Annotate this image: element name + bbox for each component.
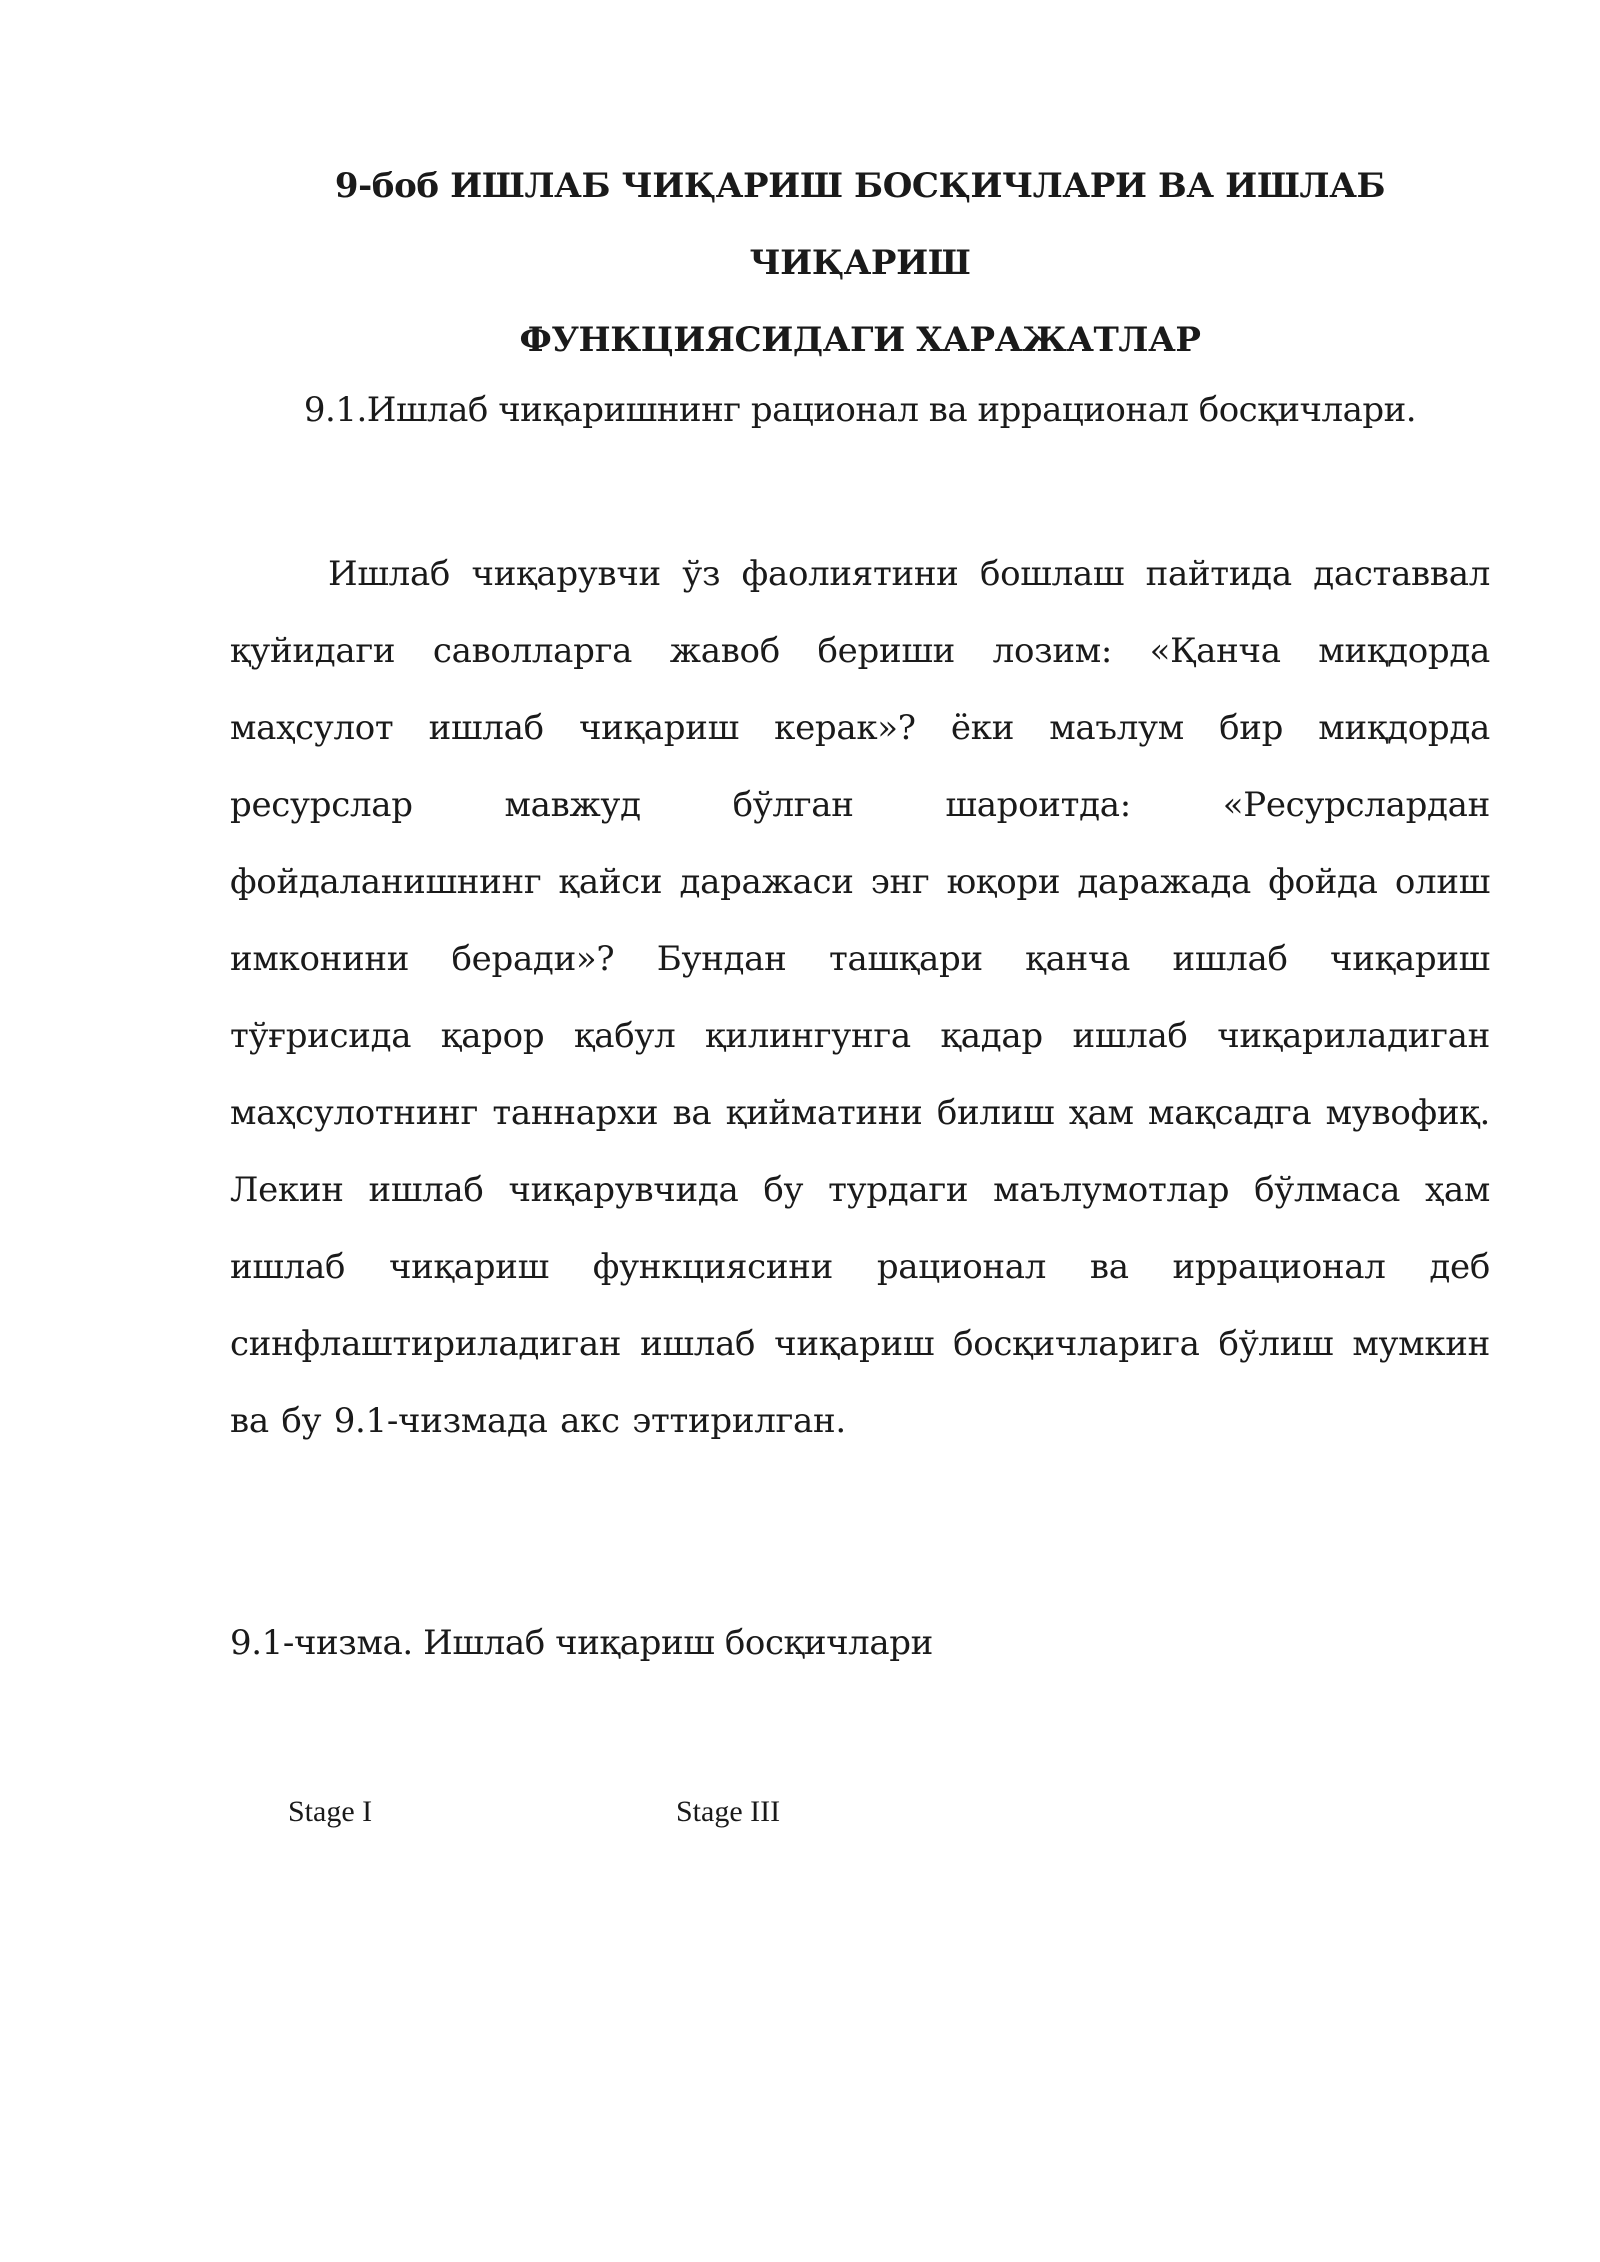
section-title: 9.1.Ишлаб чиқаришнинг рационал ва иррационал босқичлари.	[303, 390, 1417, 430]
figure-caption: 9.1-чизма. Ишлаб чиқариш босқичлари	[230, 1623, 933, 1663]
body-paragraph: Ишлаб чиқарувчи ўз фаолиятини бошлаш пайтида даставвал қуйидаги саволларга жавоб бериши лозим: «Қанча миқдорда маҳсулот ишлаб чиқариш керак»? ёки маълум бир миқдорда ресурслар мавжуд бўлган шароитда: «Ресурслардан фойдаланишнинг қайси даражаси энг юқори даражада фойда олиш имконини беради»? Бундан ташқари қанча ишлаб чиқариш тўғрисида қарор қабул қилингунга қадар ишлаб чиқариладиган маҳсулотнинг таннархи ва қийматини билиш ҳам мақсадга мувофиқ. Лекин ишлаб чиқарувчида бу турдаги маълумотлар бўлмаса ҳам ишлаб чиқариш функциясини рационал ва иррационал деб синфлаштириладиган ишлаб чиқариш босқичларига бўлиш мумкин ва бу 9.1-чизмада акс эттирилган.	[230, 554, 1490, 1441]
stage-label-3: Stage III	[676, 1795, 781, 1828]
chapter-title-line-2: ФУНКЦИЯСИДАГИ ХАРАЖАТЛАР	[519, 320, 1201, 360]
stage-label-1: Stage I	[288, 1795, 373, 1828]
chapter-title	[230, 148, 1490, 379]
chapter-title-line-1: 9-боб ИШЛАБ ЧИҚАРИШ БОСҚИЧЛАРИ ВА ИШЛАБ ЧИҚАРИШ	[334, 166, 1386, 283]
